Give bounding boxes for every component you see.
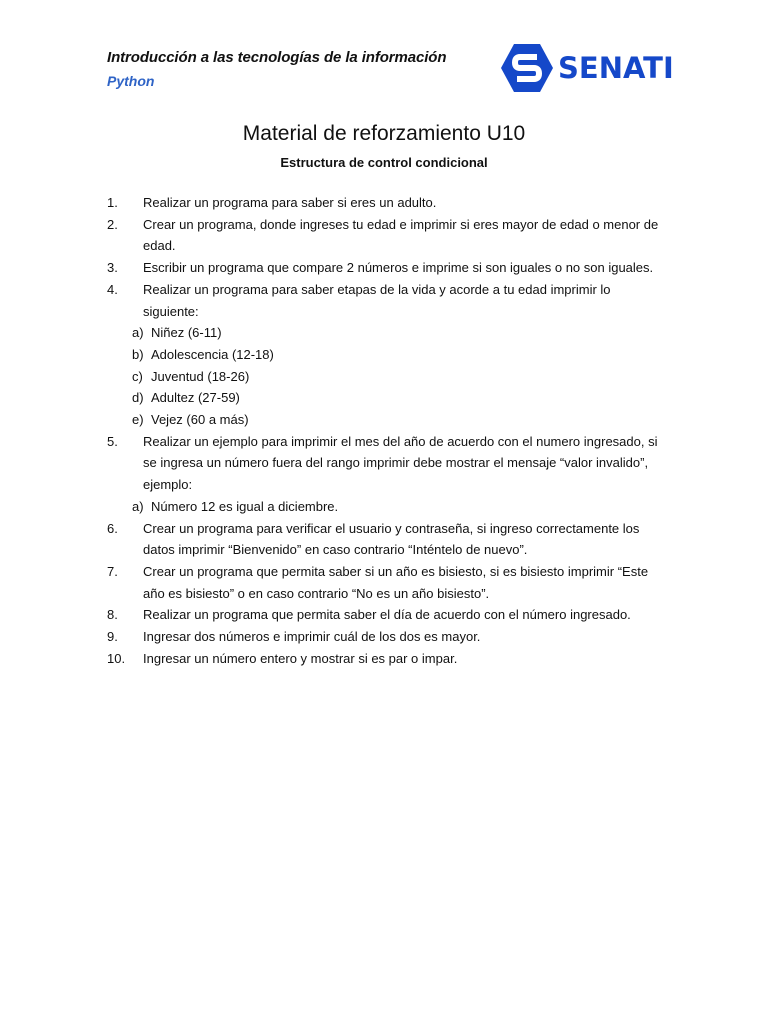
item-text: Crear un programa para verificar el usuario y contraseña, si ingreso correctamente los datos imprimir “Bienvenido” en caso contrario “Inténtelo de nuevo”. [143,520,640,558]
sub-item-text: Número 12 es igual a diciembre. [151,498,339,514]
item-number: 1. [107,195,118,210]
list-item [107,626,667,648]
exercise-list [107,192,667,669]
senati-logo-icon [500,42,554,94]
sub-item-text: Adultez (27-59) [151,390,240,406]
item-number: 4. [107,281,118,297]
item-number: 3. [107,260,118,276]
item-number: 10. [107,650,126,666]
list-item [107,561,667,604]
sub-item-text: Vejez (60 a más) [151,412,249,428]
senati-logo [500,42,690,94]
item-number: 5. [107,433,118,449]
list-item [107,648,667,670]
sub-item-text: Adolescencia (12-18) [151,346,274,362]
sub-item-letter: e) [132,412,144,428]
sub-list-item [107,387,667,409]
item-text: Ingresar dos números e imprimir cuál de los dos es mayor. [143,629,481,645]
item-text: Crear un programa, donde ingreses tu edad e imprimir si eres mayor de edad o menor de edad. [143,216,659,254]
item-number: 7. [107,563,118,579]
list-item [107,431,667,496]
logo-text: SENATI [558,51,674,85]
sub-item-letter: c) [132,368,143,384]
list-item [107,192,667,214]
course-title: Introducción a las tecnologías de la información [107,49,447,66]
item-number: 8. [107,607,118,623]
list-item [107,518,667,561]
item-number: 2. [107,216,118,232]
list-item [107,214,667,257]
item-text: Realizar un programa que permita saber el día de acuerdo con el número ingresado. [143,607,631,623]
sub-list-item [107,366,667,388]
sub-item-letter: a) [132,498,144,514]
item-text: Realizar un programa para saber si eres un adulto. [143,195,437,210]
list-item [107,257,667,279]
item-number: 6. [107,520,118,536]
item-number: 9. [107,629,118,645]
item-text: Escribir un programa que compare 2 números e imprime si son iguales o no son iguales. [143,260,654,276]
sub-item-text: Juventud (18-26) [151,368,250,384]
sub-list-item [107,322,667,344]
document-title: Material de reforzamiento U10 [242,122,526,145]
item-text: Ingresar un número entero y mostrar si es par o impar. [143,650,458,666]
sub-list-item [107,344,667,366]
sub-item-letter: d) [132,390,144,406]
sub-item-letter: b) [132,346,144,362]
sub-list-item [107,496,667,518]
item-text: Crear un programa que permita saber si un año es bisiesto, si es bisiesto imprimir “Este año es bisiesto” o en caso contrario “No es un año bisiesto”. [143,563,649,601]
sub-item-letter: a) [132,325,144,341]
item-text: Realizar un ejemplo para imprimir el mes del año de acuerdo con el numero ingresado, si se ingresa un número fuera del rango imprimir debe mostrar el mensaje “valor invalido”, ejemplo: [143,433,658,493]
list-item [107,279,667,322]
sub-item-text: Niñez (6-11) [151,325,222,341]
item-text: Realizar un programa para saber etapas de la vida y acorde a tu edad imprimir lo siguiente: [143,281,611,319]
document-subtitle: Estructura de control condicional [280,155,488,170]
sub-list-item [107,409,667,431]
subject-label: Python [107,73,155,89]
list-item [107,604,667,626]
